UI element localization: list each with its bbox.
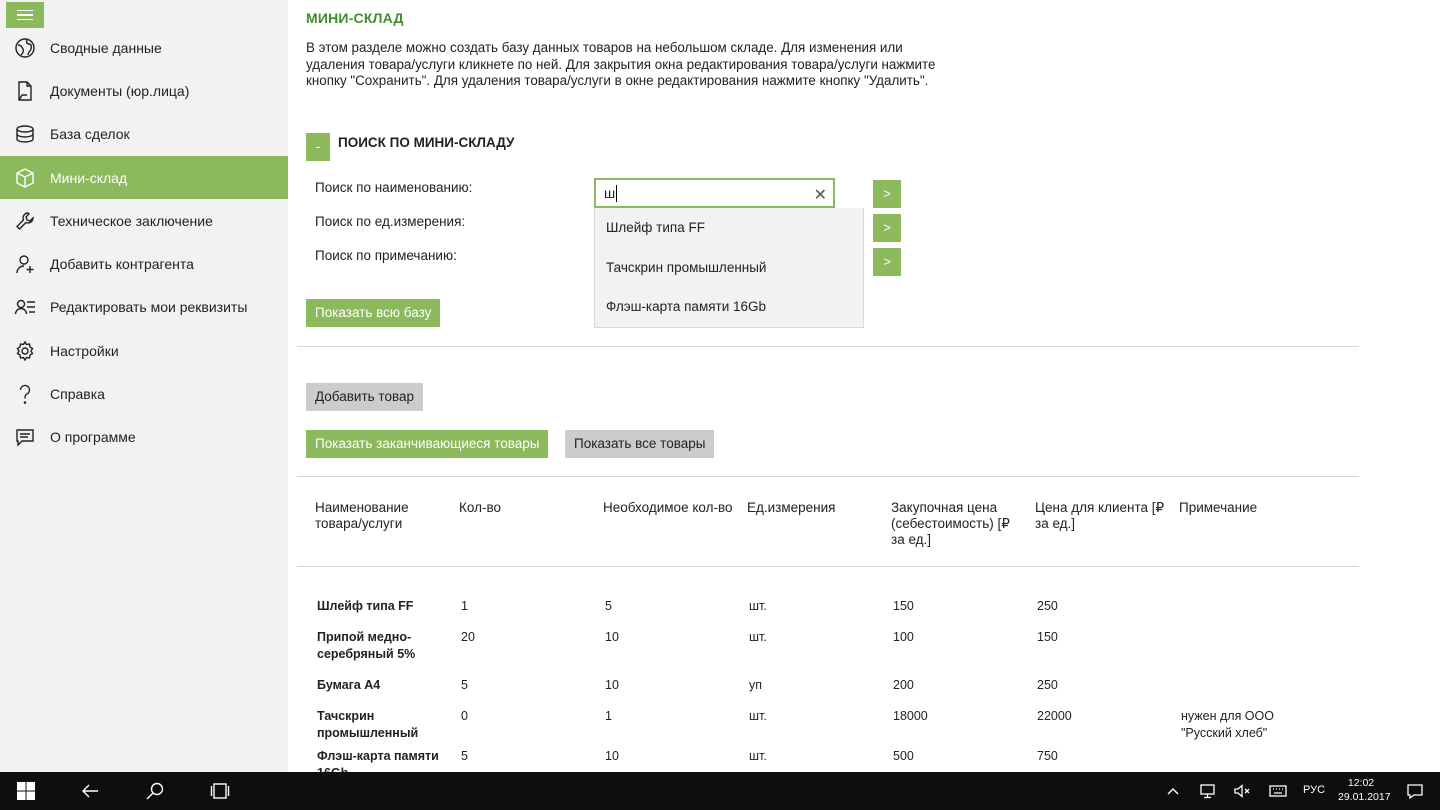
sidebar-item-summary[interactable] bbox=[0, 26, 288, 69]
sidebar-item-edit-requisites[interactable] bbox=[0, 286, 288, 329]
sidebar-item-label: Добавить контрагента bbox=[50, 256, 194, 273]
autocomplete-suggestion[interactable]: Шлейф типа FF bbox=[606, 220, 705, 235]
sidebar-item-add-contractor[interactable] bbox=[0, 242, 288, 285]
table-row-client: 750 bbox=[1037, 749, 1058, 763]
sidebar bbox=[0, 0, 288, 772]
sidebar-item-deals-base[interactable] bbox=[0, 113, 288, 156]
search-by-name-go-button[interactable]: > bbox=[873, 180, 901, 208]
table-row-name[interactable]: Шлейф типа FF bbox=[317, 599, 414, 613]
wrench-icon bbox=[0, 199, 50, 242]
document-icon bbox=[0, 69, 50, 112]
column-header-client-price: Цена для клиента [₽ за ед.] bbox=[1035, 500, 1165, 531]
sidebar-nav bbox=[0, 26, 288, 459]
clock[interactable] bbox=[1338, 776, 1391, 804]
table-row-required: 10 bbox=[605, 678, 619, 692]
table-row-unit: шт. bbox=[749, 599, 767, 613]
table-row-unit: шт. bbox=[749, 749, 767, 763]
table-row-client: 250 bbox=[1037, 678, 1058, 692]
table-row-purchase: 500 bbox=[893, 749, 914, 763]
windows-start-icon[interactable] bbox=[8, 772, 44, 810]
table-row-required: 5 bbox=[605, 599, 612, 613]
table-row-client: 250 bbox=[1037, 599, 1058, 613]
sidebar-item-label: Сводные данные bbox=[50, 39, 162, 56]
sidebar-item-help[interactable] bbox=[0, 372, 288, 415]
hamburger-line bbox=[17, 14, 33, 16]
table-row-required: 10 bbox=[605, 749, 619, 763]
search-icon[interactable] bbox=[137, 772, 173, 810]
table-row-purchase: 150 bbox=[893, 599, 914, 613]
network-icon[interactable] bbox=[1196, 772, 1220, 810]
task-view-icon[interactable] bbox=[202, 772, 238, 810]
divider bbox=[297, 346, 1359, 347]
table-row-unit: уп bbox=[749, 678, 763, 692]
autocomplete-suggestion[interactable]: Флэш-карта памяти 16Gb bbox=[606, 299, 767, 314]
table-row-unit: шт. bbox=[749, 630, 767, 644]
column-header-unit: Ед.измерения bbox=[747, 500, 836, 515]
table-row-unit: шт. bbox=[749, 709, 767, 723]
search-by-note-go-button[interactable]: > bbox=[873, 248, 901, 276]
sidebar-item-label: Редактировать мои реквизиты bbox=[50, 299, 248, 316]
table-row-qty: 5 bbox=[461, 749, 468, 763]
show-all-products-button[interactable]: Показать все товары bbox=[565, 430, 714, 458]
clock-date: 29.01.2017 bbox=[1338, 791, 1391, 803]
autocomplete-suggestion[interactable]: Тачскрин промышленный bbox=[606, 259, 767, 275]
notifications-icon[interactable] bbox=[1400, 772, 1430, 810]
sidebar-item-label: Настройки bbox=[50, 342, 119, 359]
clear-icon[interactable]: ✕ bbox=[813, 187, 827, 204]
sidebar-item-label: Техническое заключение bbox=[50, 212, 213, 229]
hamburger-line bbox=[17, 19, 33, 21]
table-row-qty: 0 bbox=[461, 709, 468, 723]
message-icon bbox=[0, 416, 50, 459]
column-header-note: Примечание bbox=[1179, 500, 1258, 515]
add-product-button[interactable]: Добавить товар bbox=[306, 383, 423, 411]
table-row-client: 22000 bbox=[1037, 709, 1072, 723]
search-by-note-label: Поиск по примечанию: bbox=[315, 248, 457, 263]
search-section-title: ПОИСК ПО МИНИ-СКЛАДУ bbox=[338, 135, 515, 150]
box-icon bbox=[0, 156, 50, 199]
main-content bbox=[288, 0, 1440, 772]
table-row-purchase: 100 bbox=[893, 630, 914, 644]
add-person-icon bbox=[0, 243, 50, 286]
sidebar-item-label: Мини-склад bbox=[50, 169, 128, 186]
sidebar-item-mini-warehouse[interactable] bbox=[0, 156, 288, 199]
sidebar-item-settings[interactable] bbox=[0, 329, 288, 372]
table-row-required: 1 bbox=[605, 709, 612, 723]
search-by-unit-label: Поиск по ед.измерения: bbox=[315, 214, 466, 229]
hamburger-line bbox=[17, 10, 33, 12]
table-row-purchase: 200 bbox=[893, 678, 914, 692]
table-row-client: 150 bbox=[1037, 630, 1058, 644]
table-row-name[interactable]: Флэш-карта памяти bbox=[317, 749, 439, 763]
sidebar-item-label: Справка bbox=[50, 386, 105, 403]
divider bbox=[297, 566, 1359, 567]
table-row-purchase: 18000 bbox=[893, 709, 928, 723]
sidebar-item-documents[interactable] bbox=[0, 69, 288, 112]
show-running-out-button[interactable]: Показать заканчивающиеся товары bbox=[306, 430, 548, 458]
table-row-name[interactable]: Тачскрин промышленный bbox=[317, 709, 419, 740]
table-row-required: 10 bbox=[605, 630, 619, 644]
back-arrow-icon[interactable] bbox=[72, 772, 108, 810]
hamburger-menu-button[interactable] bbox=[6, 2, 44, 28]
table-row-name[interactable]: Припой медно-серебряный 5% bbox=[317, 630, 416, 661]
globe-icon bbox=[0, 26, 50, 69]
sidebar-item-label: База сделок bbox=[50, 126, 130, 143]
sidebar-item-technical-report[interactable] bbox=[0, 199, 288, 242]
chevron-up-icon[interactable] bbox=[1162, 772, 1184, 810]
sidebar-item-about[interactable] bbox=[0, 416, 288, 459]
clock-time: 12:02 bbox=[1347, 777, 1375, 789]
table-row-qty: 20 bbox=[461, 630, 475, 644]
table-row-qty: 5 bbox=[461, 678, 468, 692]
gear-icon bbox=[0, 329, 50, 372]
page-description: В этом разделе можно создать базу данных товаров на небольшом складе. Для изменения или удаления товара/услуги кликнете по ней. Для закрытия окна редактирования товара/услуги нажмите кнопку "Сохранить". Для удаления товара/услуги в окне редактирования нажмите кнопку "Удалить". bbox=[306, 40, 936, 88]
taskbar bbox=[0, 772, 1440, 810]
page-title: МИНИ-СКЛАД bbox=[306, 10, 404, 26]
search-by-unit-go-button[interactable]: > bbox=[873, 214, 901, 242]
column-header-name: Наименование товара/услуги bbox=[315, 500, 409, 531]
table-row-note: нужен для ООО "Русский хлеб" bbox=[1181, 709, 1274, 740]
text-caret bbox=[616, 185, 617, 202]
column-header-qty: Кол-во bbox=[459, 500, 501, 515]
search-by-name-input[interactable] bbox=[594, 178, 835, 208]
sidebar-item-label: Документы (юр.лица) bbox=[50, 82, 190, 99]
volume-muted-icon[interactable] bbox=[1230, 772, 1254, 810]
divider bbox=[297, 476, 1359, 477]
show-all-base-button[interactable]: Показать всю базу bbox=[306, 299, 440, 327]
collapse-search-button[interactable]: - bbox=[306, 133, 330, 161]
language-indicator[interactable]: РУС bbox=[1303, 784, 1326, 796]
person-list-icon bbox=[0, 286, 50, 329]
column-header-required-qty: Необходимое кол-во bbox=[603, 500, 733, 515]
column-header-purchase-price: Закупочная цена (себестоимость) [₽ за ед.] bbox=[891, 500, 1010, 547]
autocomplete-dropdown bbox=[594, 208, 864, 328]
search-by-name-label: Поиск по наименованию: bbox=[315, 180, 473, 195]
help-icon bbox=[0, 373, 50, 416]
database-icon bbox=[0, 113, 50, 156]
table-row-qty: 1 bbox=[461, 599, 468, 613]
keyboard-icon[interactable] bbox=[1266, 772, 1290, 810]
search-input-value: ш bbox=[604, 185, 616, 201]
sidebar-item-label: О программе bbox=[50, 429, 136, 446]
table-row-name[interactable]: Бумага А4 bbox=[317, 678, 381, 692]
